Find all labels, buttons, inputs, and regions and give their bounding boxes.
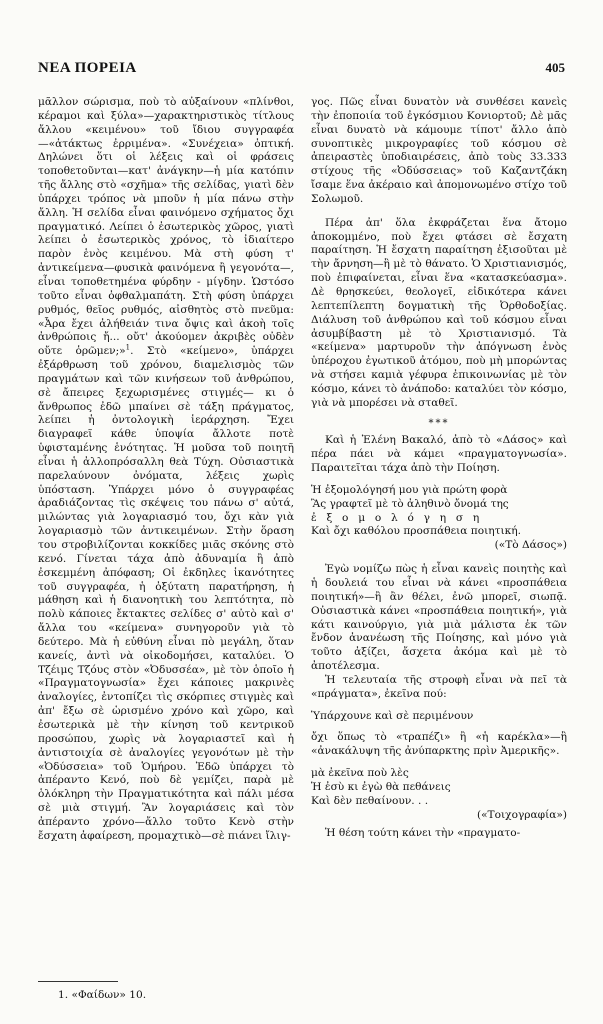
paragraph: Καὶ ἡ Ἐλένη Βακαλό, ἀπὸ τὸ «Δάσος» καὶ πέρα πάει νὰ κάμει «πραγματογνωσία». Παραιτεῖται τάχα ἀπὸ τὴν Ποίηση. <box>311 434 567 475</box>
quote-source: («Τοιχογραφία») <box>476 808 567 821</box>
quote-line: Ἡ ἐξομολόγησή μου γιὰ πρώτη φορὰ <box>311 483 508 496</box>
paragraph: ὄχι ὅπως τὸ «τραπέζι» ἢ «ἡ καρέκλα»—ἢ «ἀνακάλυψη τῆς ἀνύπαρκτης πρὶν Ἀμερικῆς». <box>311 731 567 758</box>
paragraph: Πέρα ἀπ' ὅλα ἐκφράζεται ἕνα ἄτομο ἀποκομμένο, ποὺ ἔχει φτάσει σὲ ἔσχατη παραίτηση. Ἡ ἔσχατη παραίτηση ἐξισοῦται μὲ τὴν ἄρνηση—ἢ μὲ τὸ θάνατο. Ὁ Χριστιανισμός, ποὺ ἐπιφαίνεται, εἶναι ἕνα «κατασκεύασμα». Δὲ θρησκεύει, θεολογεῖ, εἰδικότερα κάνει λεπτεπίλεπτη δογματικὴ τῆς Ὀρθοδοξίας. Διάλυση τοῦ ἀνθρώπου καὶ τοῦ κόσμου εἶναι ἀσυμβίβαστη μὲ τὸ Χριστιανισμό. Τὰ «κείμενα» μαρτυροῦν τὴν ἀπόγνωση ἑνὸς ὑπέροχου ἐγωτικοῦ ἀτόμου, ποὺ μὴ μπορώντας νὰ στήσει καμιὰ γέφυρα ἐπικοινωνίας μὲ τὸν κόσμο, κάνει τὸ ἀνάποδο: καταλύει τὸν κόσμο, γιὰ νὰ μπορέσει νὰ σταθεῖ. <box>311 216 567 409</box>
paragraph-text: . Στὸ «κείμενο», ὑπάρχει ἐξάρθρωση τοῦ χρόνου, διαμελισμὸς τῶν πραγμάτων καὶ τῶν κινήσεων τοῦ ἀνθρώπου, σὲ ἄπειρες ξεχωρισμένες στιγμές— κι ὁ ἄνθρωπος ἐδῶ μπαίνει σὲ τάξη πράγματος, λείπει ἡ ὀντολογικὴ ἱεράρχηση. Ἔχει διαγραφεῖ κάθε ὑποψία ἄλλοτε ποτὲ ὑφισταμένης ἑνότητας. Ἡ μοῦσα τοῦ ποιητῆ εἶναι ἡ ἀλλοπρόσαλλη θεὰ Τύχη. Οὐσιαστικὰ παρελαύνουν ὀνόματα, λέξεις χωρὶς ὑπόσταση. Ὑπάρχει μόνο ὁ συγγραφέας ἀραδιάζοντας τὶς σκέψεις του πάνω σ' αὐτά, μιλώντας γιὰ λογαριασμό του, ὄχι κὰν γιὰ λογαριασμὸ τῶν ἀντικειμένων. Στὴν ὅραση του στροβιλίζονται κοκκίδες μιᾶς σκόνης στὸ κενό. Γίνεται τάχα ἀπὸ ἀδυναμία ἢ ἀπὸ ἐσκεμμένη ἀπόφαση; Οἱ ἐκδηλες ἱκανότητες τοῦ συγγραφέα, ἡ ὀξύτατη παρατήρηση, ἡ μάθηση καὶ ἡ διανοητικὴ του λεπτότητα, πὸ πολὺ κάποιες ἔκτακτες σελίδες σ' αὐτὸ καὶ σ' ἄλλα του «κείμενα» συνηγοροῦν γιὰ τὸ δεύτερο. Μὰ ἡ εὐθύνη εἶναι πὸ μεγάλη, ὅταν κανείς, ἀντὶ νὰ οἰκοδομήσει, καταλύει. Ὁ Τζέιμς Τζόυς στὸν «Ὀδυσσέα», μὲ τὸν ὁποῖο ἡ «Πραγματογνωσία» ἔχει κάποιες μακρινὲς ἀναλογίες, ἐντοπίζει τὶς σκόρπιες στιγμὲς καὶ ἀπ' ἔξω σὲ ὡρισμένο χρόνο καὶ χῶρο, καὶ ἐσωτερικὰ μὲ τὴν κίνηση τοῦ κεντρικοῦ προσώπου, χωρὶς νὰ λογαριαστεῖ καὶ ἡ ἀντιστοιχία σὲ ἀναλογίες γεγονότων μὲ τὴν «Ὀδύσσεια» τοῦ Ὁμήρου. Ἐδῶ ὑπάρχει τὸ ἀπέραντο Κενό, ποὺ δὲ γεμίζει, παρὰ μὲ ὁλόκληρη τὴν Πραγματικότητα καὶ πάλι μέσα σὲ μιὰ στιγμή. Ἂν λογαριάσεις καὶ τὸν ἀπέραντο χρόνο—ἄλλο τοῦτο Κενὸ στὴν ἔσχατη ἀφαίρεση, προμαχτικὸ—σὲ πιάνει ἴλιγ- <box>38 345 294 842</box>
footnote-divider <box>38 981 118 982</box>
left-column <box>38 96 294 844</box>
journal-title: ΝΕΑ ΠΟΡΕΙΑ <box>38 60 137 76</box>
paragraph: Ἡ τελευταία τῆς στροφὴ εἶναι νὰ πεῖ τὰ «πράγματα», ἐκεῖνα πού: <box>311 673 567 700</box>
quote-line: μὰ ἐκεῖνα ποὺ λὲς <box>311 767 409 780</box>
quote-block <box>311 710 567 724</box>
footnote-reference: 1 <box>125 343 131 352</box>
section-divider: *** <box>428 417 450 429</box>
running-header <box>38 60 565 82</box>
paragraph: γος. Πῶς εἶναι δυνατὸν νὰ συνθέσει κανεὶς τὴν ἐποποιία τοῦ ἐγκόσμιου Κονιορτοῦ; Δὲ μᾶς εἶναι δυνατὸ νὰ κάμουμε τίποτ' ἄλλο ἀπὸ συνοπτικὲς μικρογραφίες τοῦ κόσμου σὲ ἀπειραστὲς ὑποδιαιρέσεις, ἀπὸ τοὺς 33.333 στίχους τῆς «Ὀδύσσειας» τοῦ Καζαντζάκη ἴσαμε ἕνα ἀκέραιο καὶ ἀπομονωμένο στίχο τοῦ Σολωμοῦ. <box>311 96 567 205</box>
paragraph: Ἐγὼ νομίζω πὼς ἡ εἶναι κανεὶς ποιητὴς καὶ ἡ δουλειά του εἶναι νὰ κάνει «προσπάθεια ποιητική»—ἢ ἂν θέλει, ἐνῶ μπορεῖ, σιωπᾷ. Οὐσιαστικὰ κάνει «προσπάθεια ποιητική», γιὰ κάτι καινούργιο, γιὰ μιὰ μάλιστα ἐκ τῶν ἔνδον ἀνανέωση τῆς Ποίησης, καὶ μόνο γιὰ τοῦτο ἀξίζει, ἄσχετα ἀκόμα καὶ μὲ τὸ ἀποτέλεσμα. <box>311 563 567 673</box>
quote-block <box>311 484 567 553</box>
footnote: 1. «Φαίδων» 10. <box>58 989 147 1001</box>
quote-line: ἐ ξ ο μ ο λ ό γ η σ η <box>311 511 483 524</box>
quote-source: («Τὸ Δάσος») <box>494 539 567 552</box>
quote-line: Ὑπάρχουνε καὶ σὲ περιμένουν <box>311 709 474 722</box>
quote-line: Καὶ ὄχι καθόλου προσπάθεια ποιητική. <box>311 525 521 538</box>
paragraph: Ἡ θέση τούτη κάνει τὴν «πραγματο- <box>325 826 521 839</box>
paragraph <box>38 96 294 844</box>
quote-block <box>311 767 567 822</box>
quote-line: Ἡ ἐσὺ κι ἐγὼ θὰ πεθάνεις <box>311 780 451 793</box>
paragraph-text: μᾶλλον σώρισμα, ποὺ τὸ αὐξαίνουν «πλίνθοι, κέραμοι καὶ ξύλα»—χαρακτηριστικὸς τίτλους ἄλλου «κειμένου» τοῦ ἴδιου συγγραφέα—«ἀτάκτως ἐρριμένα». «Συνέχεια» ὀπτική. Δηλώνει ὅτι οἱ λέξεις καὶ οἱ φράσεις τοποθετοῦνται—κατ' ἀνάγκην—ἡ μία κατόπιν τῆς ἄλλης στὸ «σχῆμα» τῆς σελίδας, γιατὶ δὲν ὑπάρχει τρόπος νὰ μποῦν ἡ μία πάνω στὴν ἄλλη. Ἡ σελίδα εἶναι φαινόμενο σχήματος ὄχι πραγματικό. Λείπει ὁ ἐσωτερικὸς χῶρος, γιατὶ λείπει ὁ ἐσωτερικὸς χρόνος, τὸ ἰδιαίτερο παρὸν ἑνὸς κειμένου. Μὰ στὴ φύση τ' ἀντικείμενα—φυσικὰ φαινόμενα ἢ γεγονότα—, εἶναι τοποθετημένα φύρδην - μίγδην. Ὡστόσο τοῦτο εἶναι ὀφθαλμαπάτη. Στὴ φύση ὑπάρχει ρυθμός, θεῖος ρυθμός, αἰσθητὸς στὸ πνεῦμα: «Ἆρα ἔχει ἀλήθειάν τινα ὄψις καὶ ἀκοὴ τοῖς ἀνθρώποις ἤ... οὔτ' ἀκούομεν ἀκριβὲς οὐδὲν οὔτε ὁρῶμεν;» <box>38 96 294 358</box>
page-number: 405 <box>545 60 565 75</box>
quote-line: Καὶ δὲν πεθαίνουν. . . <box>311 794 429 807</box>
quote-line: Ἂς γραφτεῖ μὲ τὸ ἀληθινὸ ὄνομά της <box>311 497 509 510</box>
right-column <box>311 96 567 840</box>
